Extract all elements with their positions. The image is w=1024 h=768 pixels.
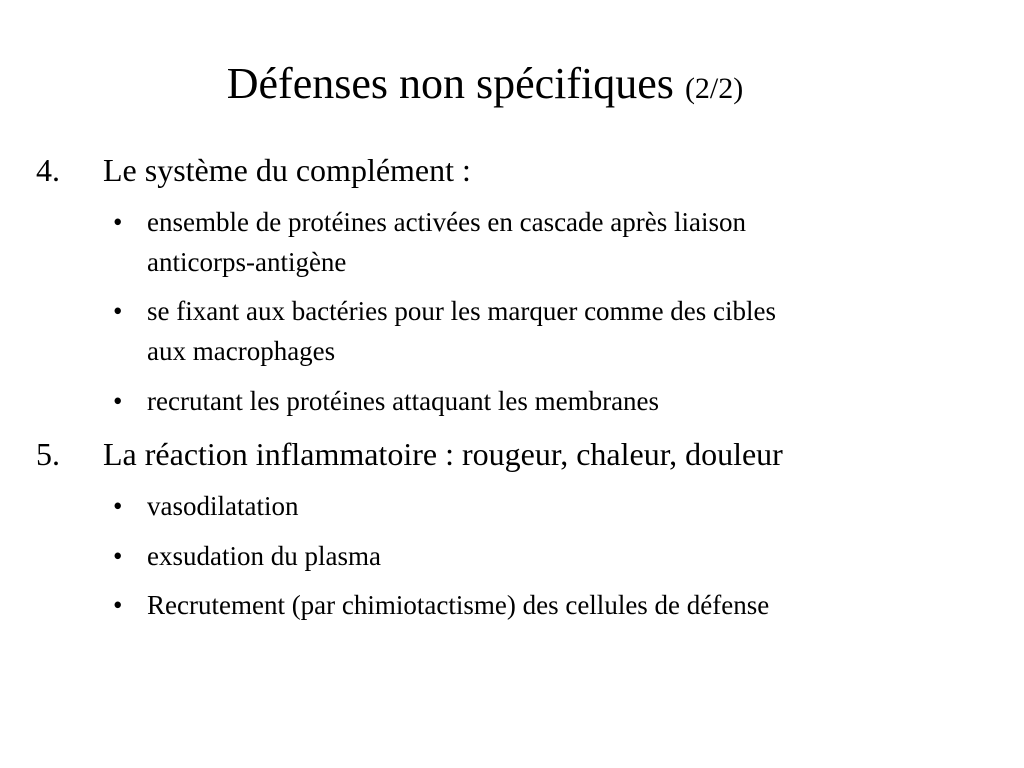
bullet-text-line: vasodilatation: [147, 491, 299, 521]
bullet-text-line: Recrutement (par chimiotactisme) des cellules de défense: [147, 590, 770, 620]
bullet-text-line: exsudation du plasma: [147, 541, 381, 571]
section-number: 4.: [36, 152, 60, 188]
bullet-icon: •: [113, 541, 123, 571]
slide-title-page-indicator: (2/2): [684, 72, 744, 105]
bullet-text-line: ensemble de protéines activées en cascade après liaison: [147, 207, 746, 237]
section-number: 5.: [36, 436, 60, 472]
bullet-icon: •: [113, 296, 123, 326]
bullet-text-line: recrutant les protéines attaquant les membranes: [147, 386, 660, 416]
bullet-icon: •: [113, 207, 123, 237]
bullet-text-line: se fixant aux bactéries pour les marquer comme des cibles: [147, 296, 777, 326]
section-heading: Le système du complément :: [103, 152, 471, 188]
bullet-text-line: aux macrophages: [147, 336, 336, 366]
bullet-text-line: anticorps-antigène: [147, 247, 347, 277]
section-heading: La réaction inflammatoire : rougeur, chaleur, douleur: [103, 436, 783, 472]
bullet-icon: •: [113, 491, 123, 521]
bullet-icon: •: [113, 386, 123, 416]
bullet-icon: •: [113, 590, 123, 620]
slide-title: [0, 58, 970, 115]
slide-title-text: Défenses non spécifiques: [226, 59, 674, 108]
